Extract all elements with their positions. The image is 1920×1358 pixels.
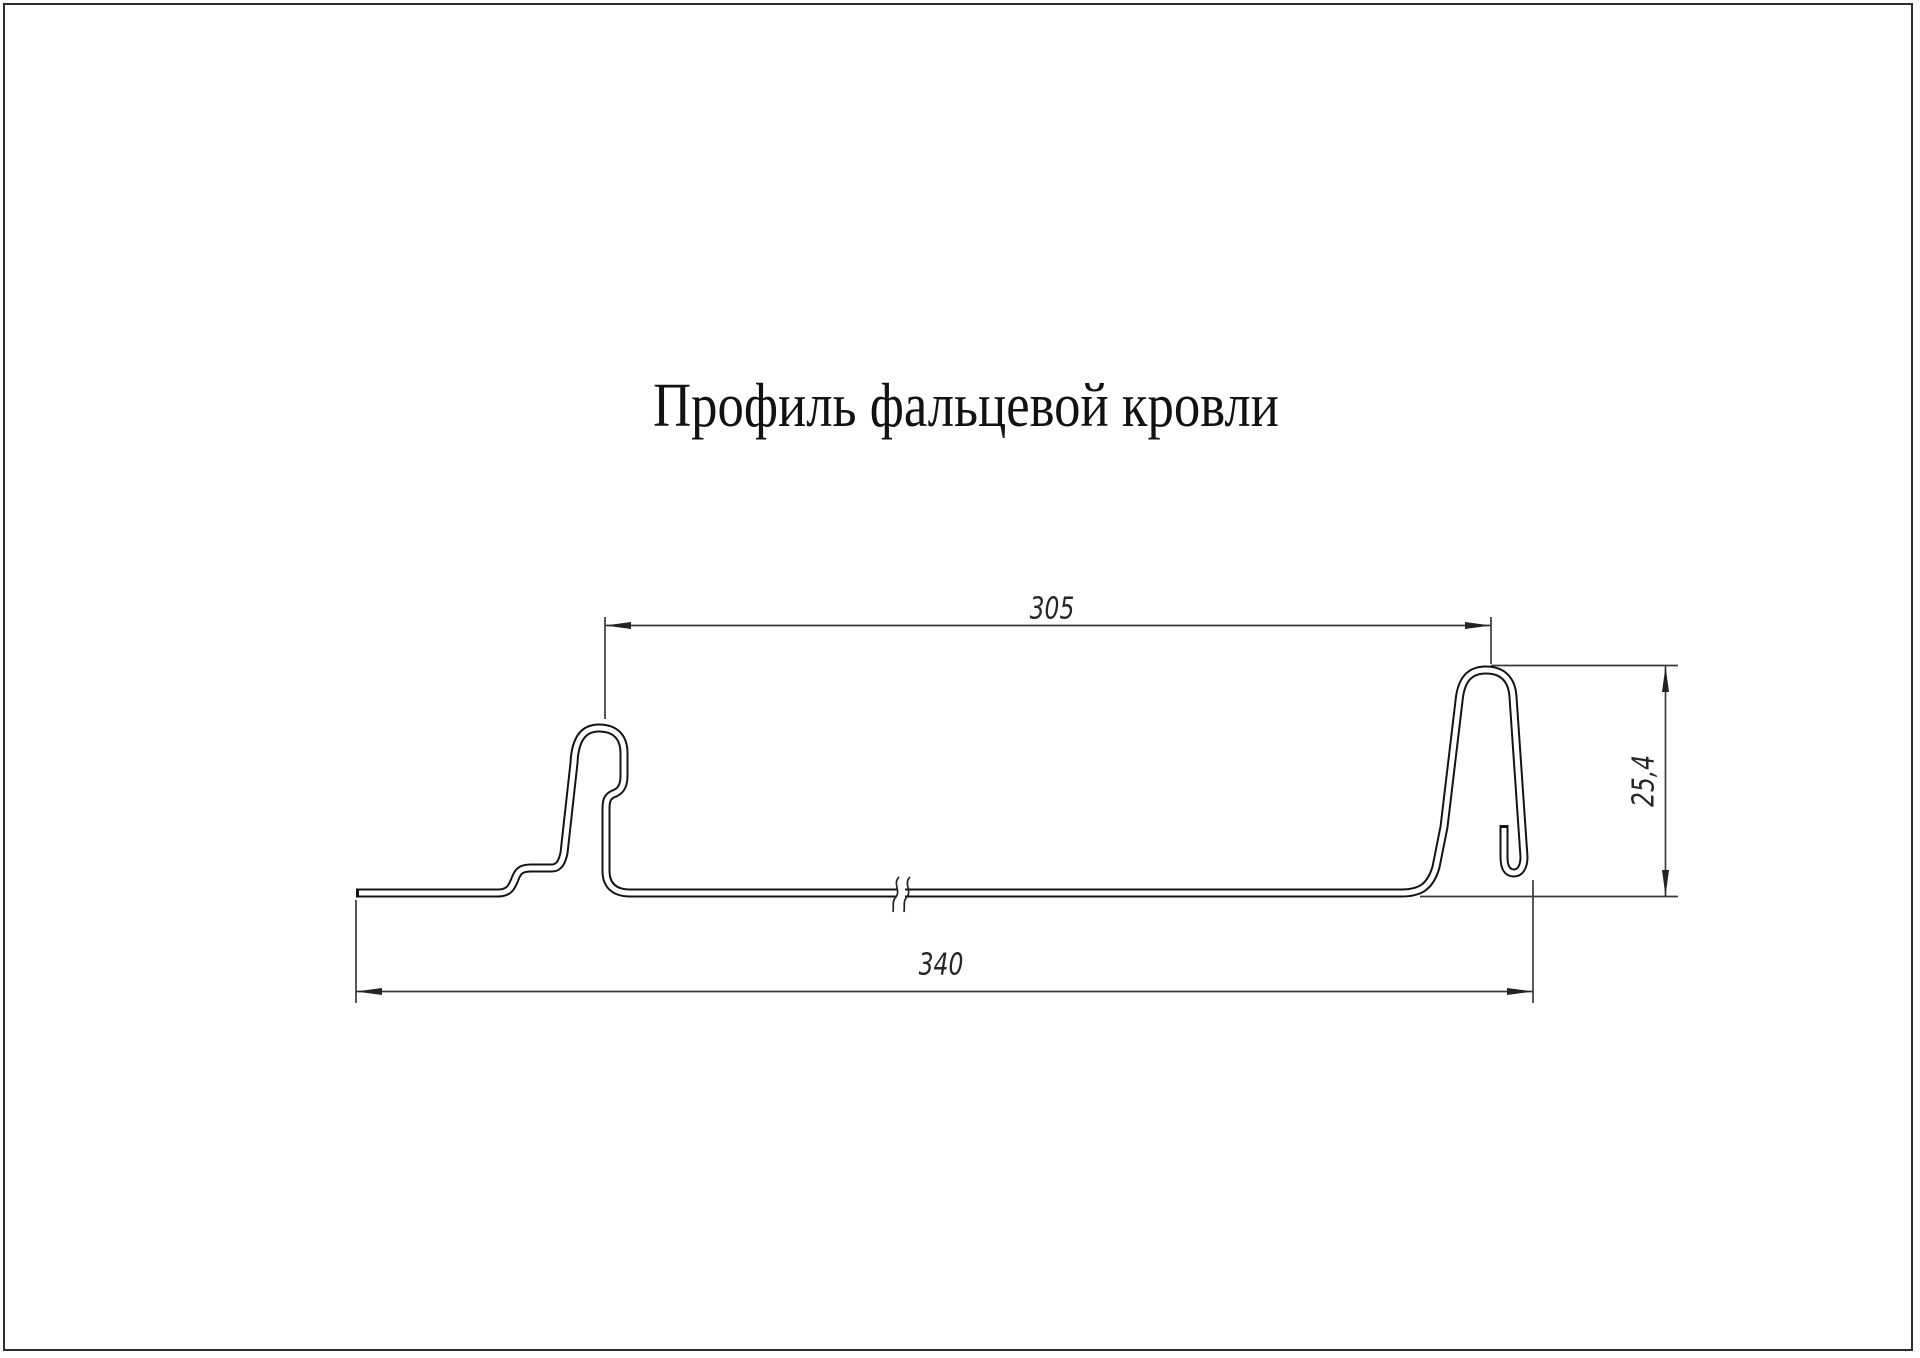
arrow-254-bottom-icon [1662,870,1669,896]
dimension-label-seam-height: 25,4 [1626,754,1662,808]
arrow-340-left-icon [356,988,382,995]
arrow-254-top-icon [1662,666,1669,692]
profile-outline-outer [356,670,1524,893]
dimension-label-top-width: 305 [1029,591,1075,627]
arrow-305-left-icon [605,622,631,629]
arrow-305-right-icon [1465,622,1491,629]
dimension-label-bottom-width: 340 [918,947,964,983]
profile-outline-inner [359,670,1524,893]
page-title: Профиль фальцевой кровли [653,372,1279,440]
arrow-340-right-icon [1507,988,1533,995]
